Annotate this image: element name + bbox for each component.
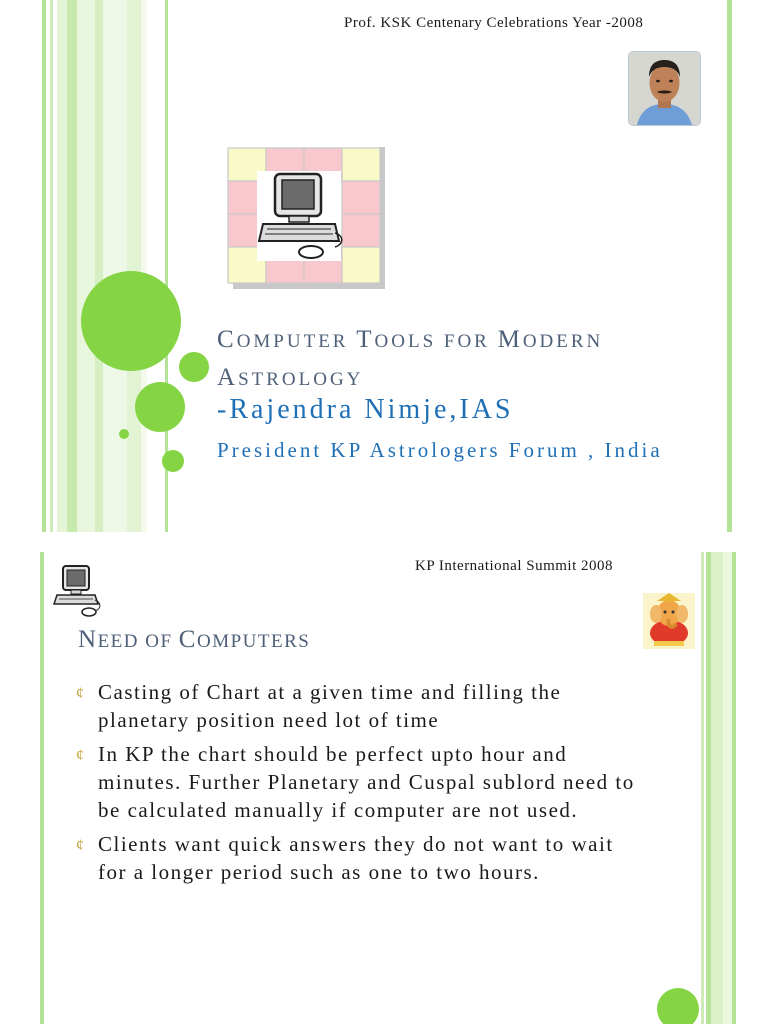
- right-stripe: [711, 552, 723, 1024]
- bullet-item: [76, 830, 636, 886]
- left-stripe: [127, 0, 141, 532]
- bullet-icon: ¢: [76, 685, 86, 702]
- decor-circle: [135, 382, 185, 432]
- bullet-text: Clients want quick answers they do not want to wait for a longer period such as one to two hours.: [98, 832, 614, 884]
- computer-clipart-icon: [53, 564, 105, 618]
- left-stripe: [67, 0, 77, 532]
- decor-circle: [179, 352, 209, 382]
- presentation-title: COMPUTER TOOLS FOR MODERN ASTROLOGY: [217, 326, 604, 391]
- decor-circle: [162, 450, 184, 472]
- slide-heading: NEED OF COMPUTERS: [78, 626, 311, 653]
- left-stripe: [42, 0, 46, 532]
- left-stripe: [50, 0, 53, 532]
- left-stripe: [103, 0, 127, 532]
- left-stripe: [95, 0, 103, 532]
- right-stripe: [727, 0, 732, 532]
- computer-clipart-icon: [227, 141, 385, 289]
- decor-circle: [657, 988, 699, 1024]
- slide-header: Prof. KSK Centenary Celebrations Year -2008: [344, 15, 644, 31]
- slide-2: [0, 552, 768, 1024]
- decor-circle-large: [81, 271, 181, 371]
- left-stripe: [141, 0, 147, 532]
- bullet-text: In KP the chart should be perfect upto hour and minutes. Further Planetary and Cuspal sublord need to be calculated manually if computer are not used.: [98, 742, 635, 822]
- right-stripe: [732, 552, 736, 1024]
- presenter-photo: [628, 51, 701, 126]
- bullet-list: [76, 678, 636, 892]
- decor-circle-small: [119, 429, 129, 439]
- left-stripe: [57, 0, 67, 532]
- bullet-item: [76, 740, 636, 824]
- slide-header: KP International Summit 2008: [415, 558, 614, 574]
- slide-separator: [0, 532, 768, 552]
- author-position: President KP Astrologers Forum , India: [217, 438, 663, 462]
- left-stripe: [40, 552, 44, 1024]
- bullet-item: [76, 678, 636, 734]
- ganesha-image: [643, 593, 695, 649]
- author-name: -Rajendra Nimje,IAS: [217, 394, 514, 425]
- bullet-text: Casting of Chart at a given time and filling the planetary position need lot of time: [98, 680, 562, 732]
- left-stripe: [77, 0, 95, 532]
- right-stripe: [723, 552, 732, 1024]
- bullet-icon: ¢: [76, 747, 86, 764]
- bullet-icon: ¢: [76, 837, 86, 854]
- right-stripe: [701, 552, 704, 1024]
